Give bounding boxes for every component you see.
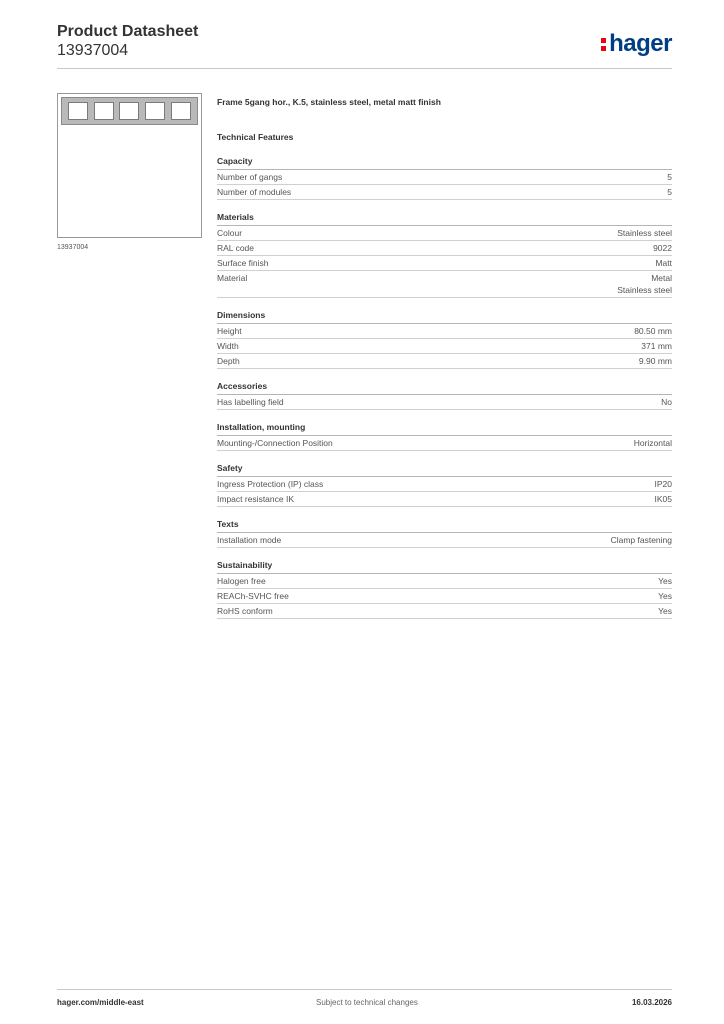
spec-value — [653, 242, 672, 254]
spec-value — [658, 575, 672, 587]
spec-section — [217, 421, 672, 451]
spec-value-line: 9022 — [653, 243, 672, 253]
spec-value — [655, 493, 673, 505]
spec-label: Mounting-/Connection Position — [217, 438, 333, 448]
spec-value — [667, 186, 672, 198]
spec-row — [217, 604, 672, 619]
spec-value-line: IP20 — [654, 479, 672, 489]
spec-value-line: Clamp fastening — [610, 535, 672, 545]
section-title: Installation, mounting — [217, 421, 672, 436]
spec-value — [639, 355, 672, 367]
spec-section — [217, 211, 672, 298]
spec-row — [217, 492, 672, 507]
spec-label: Ingress Protection (IP) class — [217, 479, 324, 489]
footer-date: 16.03.2026 — [631, 998, 672, 1007]
spec-label: Material — [217, 273, 248, 283]
spec-label: RoHS conform — [217, 606, 273, 616]
section-title: Sustainability — [217, 559, 672, 574]
spec-row — [217, 339, 672, 354]
footer-divider — [57, 989, 672, 990]
spec-section — [217, 518, 672, 548]
frame-gang-opening — [145, 102, 165, 120]
spec-value-line: 80.50 mm — [634, 326, 672, 336]
spec-label: Halogen free — [217, 576, 266, 586]
feature-sections — [217, 155, 672, 619]
spec-row — [217, 241, 672, 256]
spec-label: Number of modules — [217, 187, 292, 197]
footer-website: hager.com/middle-east — [57, 998, 144, 1007]
spec-value-line: IK05 — [654, 494, 672, 504]
spec-label: Colour — [217, 228, 243, 238]
spec-label: RAL code — [217, 243, 255, 253]
logo-text: hager — [609, 30, 672, 57]
product-description: Frame 5gang hor., K.5, stainless steel, metal matt finish — [217, 97, 441, 107]
spec-value-line: 5 — [667, 172, 672, 182]
product-details — [217, 95, 672, 619]
spec-section — [217, 462, 672, 507]
section-title: Texts — [217, 518, 672, 533]
spec-value-line: 9.90 mm — [638, 356, 672, 366]
product-number: 13937004 — [57, 42, 129, 59]
spec-row — [217, 256, 672, 271]
logo-dots-icon — [601, 36, 607, 54]
spec-value — [658, 605, 672, 617]
spec-row — [217, 589, 672, 604]
spec-section — [217, 155, 672, 200]
spec-value-line: Metal — [651, 273, 672, 283]
spec-row — [217, 271, 672, 298]
spec-row — [217, 354, 672, 369]
spec-value — [667, 171, 672, 183]
spec-value-line: Stainless steel — [617, 228, 672, 238]
spec-row — [217, 395, 672, 410]
document-header — [57, 22, 198, 60]
spec-section — [217, 309, 672, 369]
spec-value — [641, 340, 672, 352]
spec-value — [617, 227, 672, 239]
spec-value — [634, 325, 672, 337]
spec-label: REACh-SVHC free — [217, 591, 289, 601]
spec-row — [217, 170, 672, 185]
spec-value-line: Yes — [658, 576, 672, 586]
section-title: Materials — [217, 211, 672, 226]
hager-logo — [601, 30, 672, 58]
technical-features-heading: Technical Features — [217, 132, 294, 142]
spec-value — [658, 590, 672, 602]
footer-note: Subject to technical changes — [316, 998, 418, 1007]
frame-gang-opening — [171, 102, 191, 120]
spec-value — [655, 478, 673, 490]
spec-row — [217, 324, 672, 339]
spec-label: Height — [217, 326, 242, 336]
spec-row — [217, 477, 672, 492]
spec-section — [217, 380, 672, 410]
spec-label: Width — [217, 341, 239, 351]
spec-value-line: Yes — [658, 606, 672, 616]
spec-value — [655, 257, 672, 269]
spec-row — [217, 533, 672, 548]
section-title: Dimensions — [217, 309, 672, 324]
frame-gang-opening — [94, 102, 114, 120]
spec-row — [217, 436, 672, 451]
spec-value — [661, 396, 672, 408]
product-image — [57, 93, 202, 238]
frame-gang-opening — [68, 102, 88, 120]
spec-value-line: Matt — [655, 258, 672, 268]
spec-value-line: Stainless steel — [617, 285, 672, 295]
spec-value — [634, 437, 672, 449]
spec-row — [217, 185, 672, 200]
section-title: Safety — [217, 462, 672, 477]
spec-value-line: 5 — [667, 187, 672, 197]
spec-label: Has labelling field — [217, 397, 284, 407]
spec-section — [217, 559, 672, 619]
header-divider — [57, 68, 672, 69]
spec-value-line: 371 mm — [641, 341, 672, 351]
spec-value-line: No — [661, 397, 672, 407]
spec-label: Installation mode — [217, 535, 282, 545]
section-title: Capacity — [217, 155, 672, 170]
frame-gang-opening — [119, 102, 139, 120]
spec-label: Number of gangs — [217, 172, 283, 182]
image-caption: 13937004 — [57, 244, 89, 251]
document-title: Product Datasheet — [57, 23, 199, 40]
spec-label: Surface finish — [217, 258, 269, 268]
spec-label: Depth — [217, 356, 240, 366]
frame-5gang-icon — [61, 97, 198, 125]
spec-label: Impact resistance IK — [217, 494, 295, 504]
section-title: Accessories — [217, 380, 672, 395]
spec-value — [611, 534, 672, 546]
spec-value-line: Horizontal — [633, 438, 672, 448]
spec-value — [617, 272, 672, 296]
spec-row — [217, 226, 672, 241]
spec-value-line: Yes — [658, 591, 672, 601]
spec-row — [217, 574, 672, 589]
